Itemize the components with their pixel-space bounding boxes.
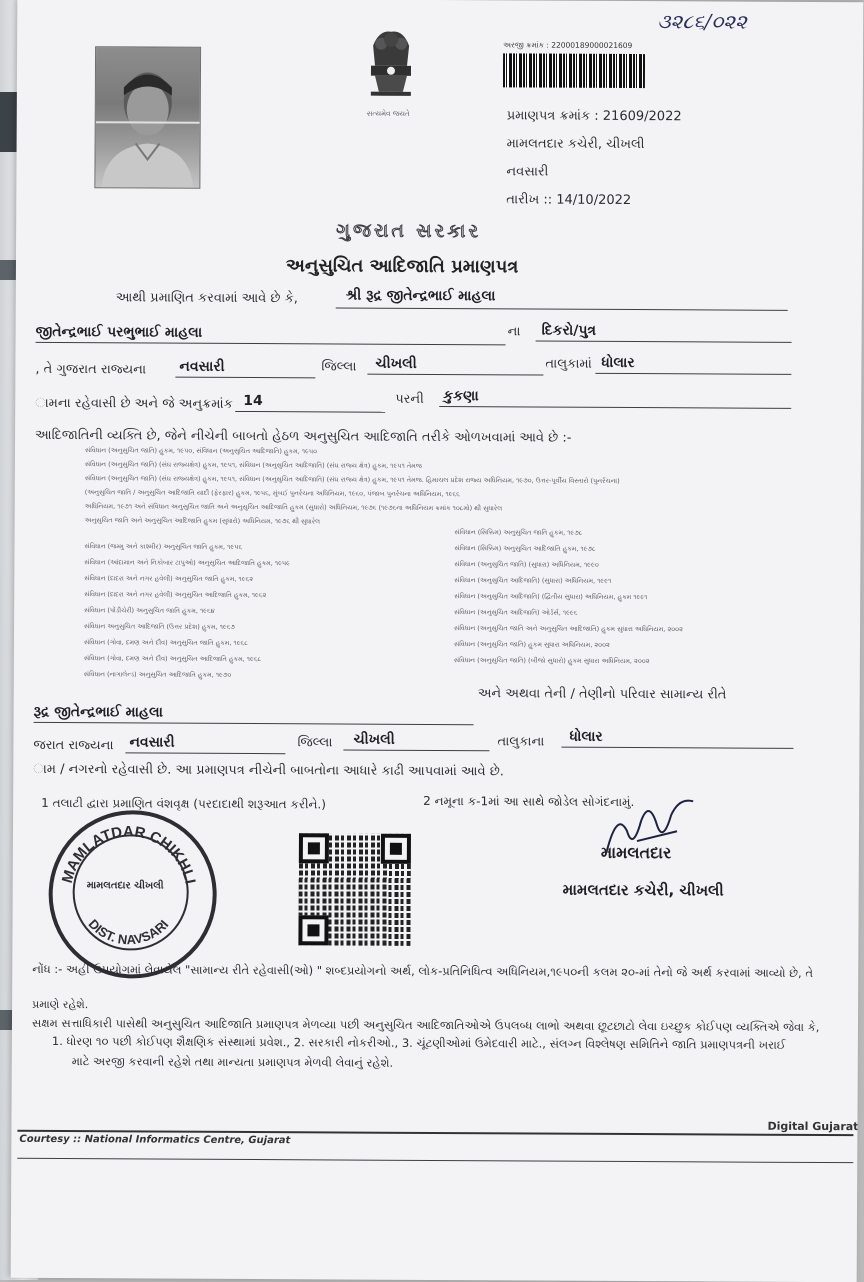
- order-left: સંવિધાન (પોંડીચેરી) અનુસુચિત જાતિ હુકમ, ૧૯૬૪: [84, 606, 215, 615]
- res-taluka-value: ચીખલી: [353, 731, 395, 748]
- certificate-page: [11, 0, 864, 1282]
- tribe-statement: આદિજાતિની વ્યક્તિ છે, જેને નીચેની બાબતો હેઠળ અનુસુચિત આદિજાતિ તરીકે ઓળખવામાં આવે છે :-: [35, 427, 572, 446]
- res-district-value: નવસારી: [129, 734, 175, 751]
- tribe-name: કુકણા: [443, 388, 479, 405]
- order-left: સંવિધાન (દાદરા અને નગર હવેલી) અનુસુચિત આદિજાતિ હુકમ, ૧૯૬૨: [84, 590, 267, 600]
- order-right: સંવિધાન (અનુસુચિત આદિજાતિ) (દ્વિતીય સુધારા) અધિનિયમ, હુકમ ૧૯૯૧: [454, 592, 648, 602]
- schedule-line: (અનુસુચિત જાતિ / અનુસુચિત આદિજાતિ યાદી (ફેરફાર) હુકમ, ૧૯૫૬, મુંબઈ પુનર્રચના અધિનિયમ, ૧૯૬૦, પંજાબ પુનર્રચના અધિનિયમ, ૧૯૬૬: [84, 488, 460, 499]
- national-emblem-icon: [359, 26, 423, 106]
- basis-1: 1 તલાટી દ્વારા પ્રમાણિત વંશવૃક્ષ (પરદાદાથી શરૂઆત કરીને.): [41, 795, 327, 812]
- district-value: નવસારી: [179, 358, 225, 375]
- res-taluka-label: તાલુકાના: [497, 734, 545, 750]
- issue-date: તારીખ :: 14/10/2022: [506, 192, 632, 209]
- applicant-name: શ્રી રૂદ્ર જીતેન્દ્રભાઈ માહલા: [345, 287, 496, 305]
- na-label: ના: [507, 324, 521, 340]
- order-left: સંવિધાન (નાગાલેન્ડ) અનુસુચિત આદિજાતિ હુકમ, ૧૯૭૦: [83, 670, 232, 679]
- village-value: ધોલાર: [601, 354, 635, 372]
- schedule-line: સંવિધાન (અનુસુચિત જાતિ) હુકમ, ૧૯૫૦, સંવિધાન (અનુસુચિત આદિજાતિ) હુકમ, ૧૯૫૦: [84, 446, 318, 456]
- resident-label: ામના રહેવાસી છે અને જે અનુક્રમાંક: [35, 395, 233, 412]
- certificate-title: અનુસુચિત આદિજાતિ પ્રમાણપત્ર: [285, 255, 519, 278]
- stamp-top-text: MAMLATDAR CHIKHLI: [58, 823, 199, 886]
- state-label: , તે ગુજરાત રાજ્યના: [35, 361, 147, 378]
- emblem-caption: સત્યમેવ જયતે: [366, 109, 410, 118]
- relation: દિકરો/પુત્ર: [541, 322, 597, 339]
- order-right: સંવિધાન (અનુસુચિત જાતિ) (સુધારા) અધિનિયમ, ૧૯૯૦: [454, 560, 599, 569]
- order-left: સંવિધાન (ગોવા, દમણ અને દીવ) અનુસુચિત આદિજાતિ હુકમ, ૧૯૬૮: [83, 654, 262, 664]
- order-right: સંવિધાન (સિક્કિમ) અનુસુચિત આદિજાતિ હુકમ, ૧૯૭૮: [454, 544, 596, 553]
- digital-gujarat: Digital Gujarat: [767, 1119, 859, 1134]
- schedule-line: સંવિધાન (અનુસુચિત જાતિ) (સંઘ રાજ્યક્ષેત્ર) હુકમ, ૧૯૫૧, સંવિધાન (અનુસુચિત આદિજાતિ) (સંઘ રાજ્ય ક્ષેત્ર) હુકમ, ૧૯૫૧ તેમજ. હિમાચલ પ્રદેશ રાજ્ય અધિનિયમ, ૧૯૭૦, ઉત્તર-પૂર્વીય વિસ્તારો (પુનર્રચના): [84, 474, 620, 485]
- svg-text:DIST. NAVSARI: [85, 916, 171, 947]
- district-label: જિલ્લા: [321, 359, 357, 375]
- order-right: સંવિધાન (અનુસુચિત જાતિ અને અનુસુચિત આદિજાતિ) હુકમ સુધારા અધિનિયમ, ૨૦૦૨: [454, 624, 683, 634]
- qr-code: [298, 833, 411, 946]
- order-right: સંવિધાન (સિક્કિમ) અનુસુચિત જાતિ હુકમ, ૧૯૭૮: [454, 528, 583, 537]
- order-right: સંવિધાન (અનુસુચિત જાતિ) હુકમ સુધારા અધિનિયમ, ૨૦૦૨: [453, 640, 610, 649]
- on-label: પરની: [395, 391, 424, 407]
- order-right: સંવિધાન (અનુસુચિત જાતિ) (બીજો સુધારો) હુકમ સુધારા અધિનિયમ, ૨૦૦૨: [453, 656, 650, 666]
- stamp-center-text: મામલતદાર ચીખલી: [86, 880, 164, 892]
- benefits-item: 1. ધોરણ ૧૦ પછી કોઈપણ શૈક્ષણિક સંસ્થામાં પ્રવેશ., 2. સરકારી નોકરીઓ., 3. ચૂંટણીઓમાં ઉમેદવારી માટે., સંલગ્ન વિશ્લેષણ સમિતિને જાતિ પ્રમાણપત્રની ખરાઈ: [51, 1033, 786, 1052]
- order-left: સંવિધાન (ગોવા, દમણ અને દીવ) અનુસુચિત જાતિ હુકમ, ૧૯૬૮: [83, 638, 248, 648]
- res-village-value: ધોલાર: [569, 728, 603, 745]
- barcode: [503, 53, 645, 88]
- residence-statement: ામ / નગરનો રહેવાસી છે. આ પ્રમાણપત્ર નીચેની બાબતોના આધારે કાઢી આપવામાં આવે છે.: [33, 761, 504, 780]
- certify-label: આથી પ્રમાણિત કરવામાં આવે છે કે,: [115, 290, 298, 307]
- order-right: સંવિધાન (અનુસુચિત આદિજાતિ) ઓર્ડર્સ, ૧૯૯૬: [454, 608, 578, 617]
- benefits-item: માટે અરજી કરવાની રહેશે તથા માન્યતા પ્રમાણપત્ર મેળવી લેવાનું રહેશે.: [71, 1054, 394, 1070]
- certificate-number: પ્રમાણપત્ર ક્રમાંક : 21609/2022: [506, 108, 682, 125]
- note-continued: પ્રમાણે રહેશે.: [32, 997, 89, 1012]
- benefits-paragraph: સક્ષમ સત્તાધિકારી પાસેથી અનુસુચિત આદિજાતિ પ્રમાણપત્ર મેળવ્યા પછી અનુસુચિત આદિજાતિઓએ ઉપલબ્ધ લાભો અથવા છૂટછાટો લેવા ઇચ્છુક કોઈપણ વ્યક્તિએ જેવા કે,: [31, 1015, 820, 1035]
- signatory-title: મામલતદાર: [600, 842, 672, 863]
- schedule-line: અધિનિયમ, ૧૯૭૧ અને સંવિધાન અનુસુચિત જાતિ અને અનુસુચિત આદિજાતિ હુકમ (સુધારો) અધિનિયમ, ૧૯૭૬ (૧૯૭૬ના અધિનિયમ ક્રમાંક ૧૦૮મો) થી સુધારેલ: [84, 502, 503, 513]
- official-seal-stamp: [48, 810, 217, 979]
- serial-number: 14: [243, 392, 263, 410]
- schedule-line: સંવિધાન (અનુસુચિત જાતિ) (સંઘ રાજ્યક્ષેત્ર) હુકમ, ૧૯૫૧, સંવિધાન (અનુસુચિત આદિજાતિ) (સંઘ રાજ્ય ક્ષેત્ર) હુકમ, ૧૯૫૧ તેમજ: [84, 460, 422, 470]
- order-left: સંવિધાન (આંદામાન અને નિકોબાર ટાપુઓ) અનુસુચિત આદિજાતિ હુકમ, ૧૯૫૯: [84, 558, 291, 568]
- schedule-line: અનુસુચિત જાતિ અને અનુસુચિત આદિજાતિ હુકમ (સુધારો) અધિનિયમ, ૧૯૭૬ થી સુધારેલ: [84, 516, 321, 526]
- issuing-district: નવસારી: [506, 164, 549, 180]
- father-name: જીતેન્દ્રભાઈ પરભુભાઈ માહલા: [35, 323, 203, 341]
- order-left: સંવિધાન (દાદરા અને નગર હવેલી) અનુસુચિત જાતિ હુકમ, ૧૯૬૨: [84, 574, 254, 584]
- stamp-bottom-text: DIST. NAVSARI: [85, 916, 172, 948]
- handwritten-reference: ૩૨૮૬/૦૨૨: [657, 9, 747, 34]
- res-state-label: જરાત રાજ્યના: [33, 737, 114, 754]
- svg-text:MAMLATDAR CHIKHLI: [59, 823, 199, 886]
- government-title: ગુજરાત સરકાર: [336, 219, 482, 243]
- order-right: સંવિધાન (અનુસુચિત આદિજાતિ) (સુધારા) અધિનિયમ, ૧૯૯૧: [454, 576, 612, 585]
- basis-2: 2 નમૂના ક-1માં આ સાથે જોડેલ સોગંદનામું.: [423, 793, 635, 810]
- note-text: નોંધ :- અહીં ઉપયોગમાં લેવાયેલ "સામાન્ય રીતે રહેવાસી(ઓ) " શબ્દપ્રયોગનો અર્થ, લોક-પ્રતિનિધિત્વ અધિનિયમ,૧૯૫૦ની કલમ ૨૦-માં તેનો જે અર્થ કરવામાં આવ્યો છે, તે: [32, 961, 814, 980]
- taluka-label: તાલુકામાં: [545, 356, 592, 372]
- application-number: અરજી ક્રમાંક : 22000189000021609: [503, 40, 633, 51]
- courtesy-text: Courtesy :: National Informatics Centre, Gujarat: [19, 1133, 291, 1147]
- signatory-office: મામલતદાર કચેરી, ચીખલી: [562, 880, 724, 900]
- res-district-label: જિલ્લા: [297, 735, 333, 751]
- order-left: સંવિધાન (જમ્મુ અને કાશ્મીર) અનુસુચિત જાતિ હુકમ, ૧૯૫૬: [84, 542, 243, 551]
- applicant-photo: [94, 46, 201, 189]
- order-left: સંવિધાન અનુસુચિત આદિજાતિ (ઉત્તર પ્રદેશ) હુકમ, ૧૯૬૭: [84, 622, 235, 631]
- taluka-value: ચીખલી: [375, 355, 417, 372]
- issuing-office: મામલતદાર કચેરી, ચીખલી: [506, 136, 645, 153]
- residence-name: રૂદ્ર જીતેન્દ્રભાઈ માહલા: [33, 703, 164, 721]
- residence-label: અને અથવા તેની / તેણીનો પરિવાર સામાન્ય રીતે: [477, 686, 727, 703]
